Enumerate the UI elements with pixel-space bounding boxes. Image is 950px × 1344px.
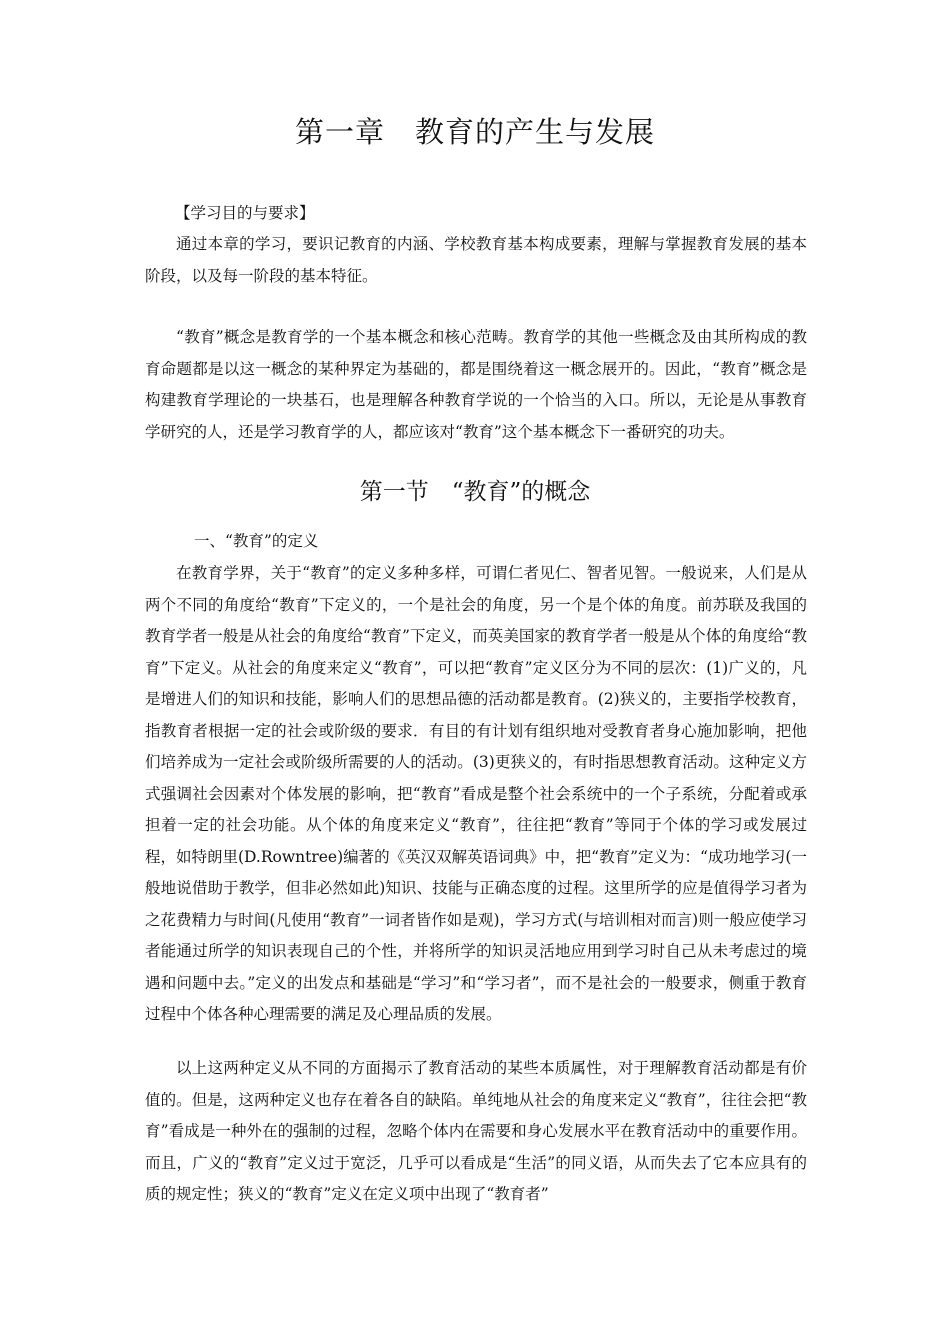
- section-title: 第一节 “教育”的概念: [359, 479, 591, 505]
- objectives-text: 通过本章的学习，要识记教育的内涵、学校教育基本构成要素，理解与掌握教育发展的基本阶段，以及每一阶段的基本特征。: [145, 235, 807, 285]
- chapter-title: 第一章 教育的产生与发展: [294, 115, 655, 149]
- subsection-heading: 一、“教育”的定义: [194, 532, 319, 550]
- body-paragraph-2: 以上这两种定义从不同的方面揭示了教育活动的某些本质属性，对于理解教育活动都是有价值的。但是，这两种定义也存在着各自的缺陷。单纯地从社会的角度来定义“教育”，往往会把“教育”看成是一种外在的强制的过程，忽略个体内在需要和身心发展水平在教育活动中的重要作用。而且，广义的“教育”定义过于宽泛，几乎可以看成是“生活”的同义语，从而失去了它本应具有的质的规定性；狭义的“教育”定义在定义项中出现了“教育者”: [145, 1059, 807, 1203]
- intro-paragraph: “教育”概念是教育学的一个基本概念和核心范畴。教育学的其他一些概念及由其所构成的教育命题都是以这一概念的某种界定为基础的，都是围绕着这一概念展开的。因此，“教育”概念是构建教育学理论的一块基石，也是理解各种教育学说的一个恰当的入口。所以，无论是从事教育学研究的人，还是学习教育学的人，都应该对“教育”这个基本概念下一番研究的功夫。: [145, 328, 807, 441]
- body-paragraph-1: 在教育学界，关于“教育”的定义多种多样，可谓仁者见仁、智者见智。一般说来，人们是从两个不同的角度给“教育”下定义的，一个是社会的角度，另一个是个体的角度。前苏联及我国的教育学者一般是从社会的角度给“教育”下定义，而英美国家的教育学者一般是从个体的角度给“教育”下定义。从社会的角度来定义“教育”，可以把“教育”定义区分为不同的层次：(1)广义的，凡是增进人们的知识和技能，影响人们的思想品德的活动都是教育。(2)狭义的，主要指学校教育，指教育者根据一定的社会或阶级的要求．有目的有计划有组织地对受教育者身心施加影响，把他们培养成为一定社会或阶级所需要的人的活动。(3)更狭义的，有时指思想教育活动。这种定义方式强调社会因素对个体发展的影响，把“教育”看成是整个社会系统中的一个子系统，分配着或承担着一定的社会功能。从个体的角度来定义“教育”，往往把“教育”等同于个体的学习或发展过程，如特朗里(D.Rowntree)编著的《英汉双解英语词典》中，把“教育”定义为：“成功地学习(一般地说借助于教学，但非必然如此)知识、技能与正确态度的过程。这里所学的应是值得学习者为之花费精力与时间(凡使用“教育”一词者皆作如是观)，学习方式(与培训相对而言)则一般应使学习者能通过所学的知识表现自己的个性，并将所学的知识灵活地应用到学习时自己从未考虑过的境遇和问题中去。”定义的出发点和基础是“学习”和“学习者”，而不是社会的一般要求，侧重于教育过程中个体各种心理需要的满足及心理品质的发展。: [145, 564, 807, 1023]
- objectives-heading: 【学习目的与要求】: [175, 204, 315, 222]
